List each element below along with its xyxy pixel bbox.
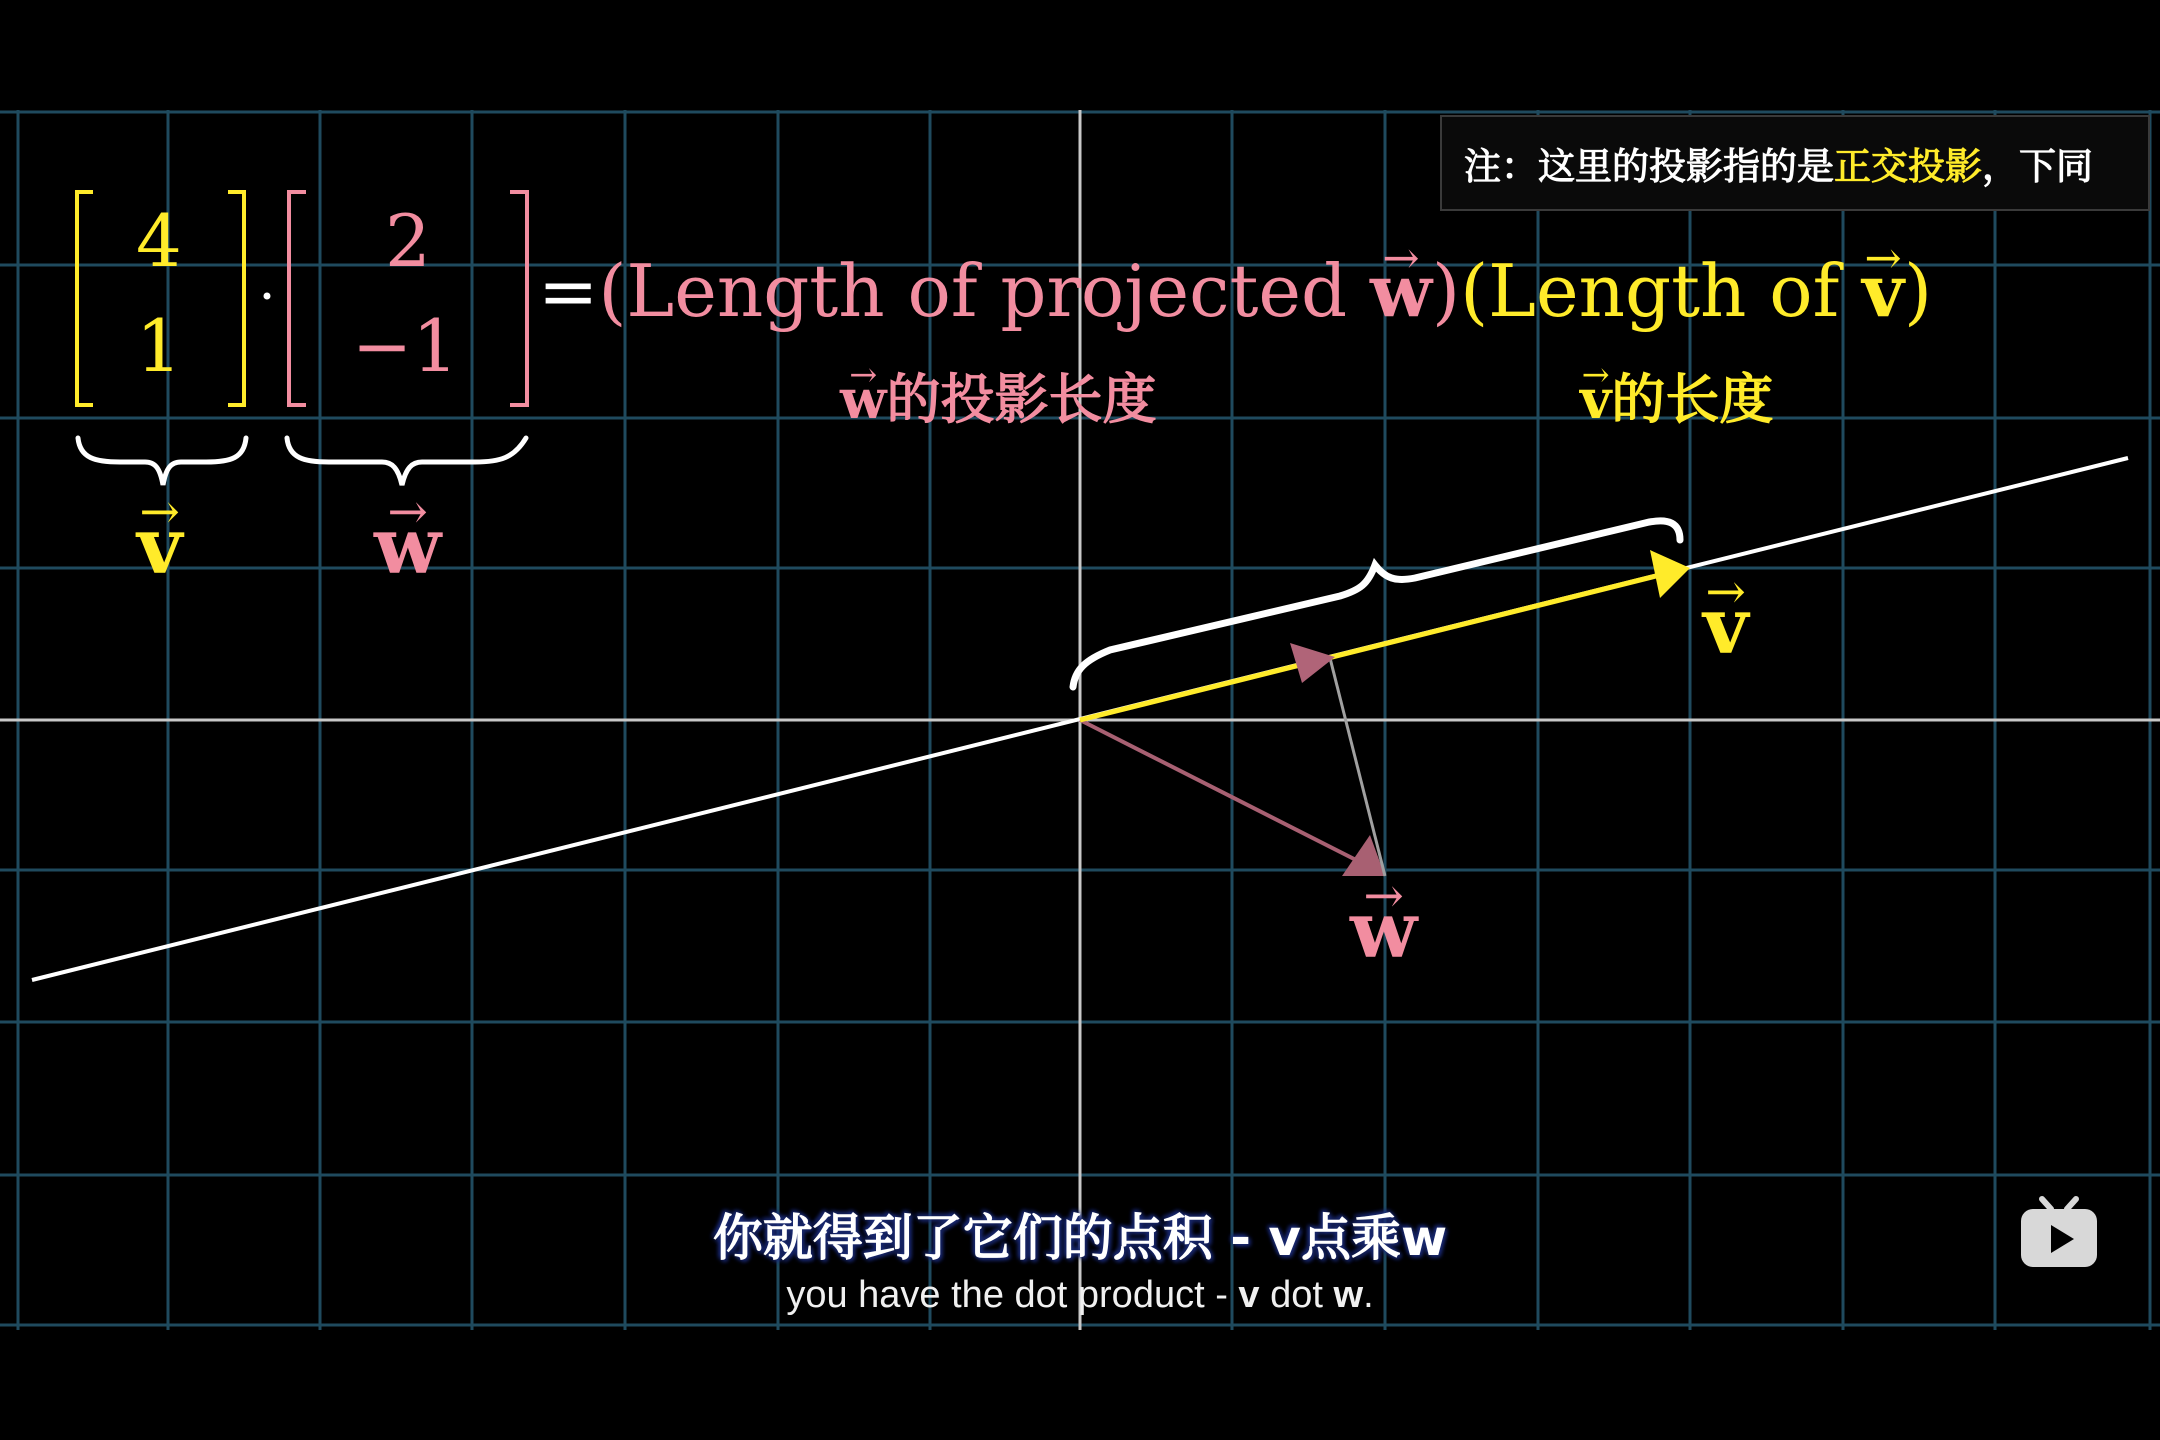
equals-sign: =: [538, 249, 599, 333]
equation-part2-text: (Length of: [1460, 249, 1863, 333]
equation-part1: [598, 249, 1460, 333]
label-length-v-vector: → v: [1580, 372, 1611, 426]
equation: [538, 248, 1933, 333]
vector-label-w: → w: [1350, 892, 1417, 970]
equation-part1-close: ): [1432, 249, 1461, 333]
matrix-w-bottom: −1: [352, 304, 459, 388]
translator-note: [1440, 115, 2150, 211]
note-prefix: 注：这里的投影指的是: [1464, 145, 1834, 188]
vector-label-v: → v: [1703, 588, 1748, 666]
subtitle-english: you have the dot product - v dot w.: [786, 1274, 1374, 1316]
equation-part2-vector-v: → v: [1862, 255, 1904, 327]
label-projected-w-cn: [840, 367, 1157, 431]
note-suffix: ，下同: [1982, 145, 2093, 188]
equation-part1-vector-w: → w: [1370, 255, 1432, 327]
matrix-v-bottom: 1: [136, 304, 182, 388]
matrix-v-top: 4: [136, 199, 182, 283]
note-highlight: 正交投影: [1834, 145, 1982, 188]
brace-label-v: → v: [137, 508, 182, 586]
matrix-w-top: 2: [385, 199, 431, 283]
equation-part2: [1460, 249, 1932, 333]
label-projected-w-vector: → w: [840, 372, 887, 426]
dot-operator: [264, 293, 271, 300]
label-length-v-cn: [1580, 367, 1774, 431]
label-length-v-text: 的长度: [1611, 367, 1774, 431]
brace-label-w: → w: [374, 508, 441, 586]
label-projected-w-text: 的投影长度: [886, 367, 1157, 431]
bilibili-tv-icon[interactable]: [2018, 1195, 2100, 1271]
equation-part2-close: ): [1903, 249, 1933, 333]
equation-part1-text: (Length of projected: [598, 249, 1371, 333]
subtitle-chinese: 你就得到了它们的点积 - v点乘w: [712, 1209, 1448, 1267]
